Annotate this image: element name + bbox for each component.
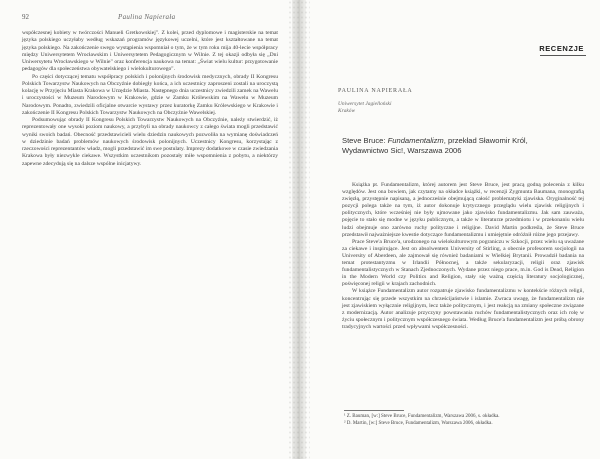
right-paragraph: Książka pt. Fundamentalizm, której autorem jest Steve Bruce, jest pracą godną polecenia z kilku względów. Jest ona bowiem, jak czytamy na okładce książki, w recenzji Zygmunta Baumana, monografią zwięzłą, przystępnie napisaną, a jednocześnie obejmującą całość problematyki zjawiska. Oryginalność tej pozycji polega także na tym, iż autor dokonuje krytycznego przeglądu wielu zjawisk religijnych i politycznych, które wcześniej nie były ujmowane jako zjawisko fundamentalizmu. Jak sam zauważa, pojęcie to stało się modne w języku publicznym, a także w literaturze przedmiotu i w przekonaniu wielu ludzi obejmuje ono zarówno ruchy polityczne i religijne. David Martin podkreśla, że Steve Bruce przedstawił najważniejsze kwestie dotyczące fundamentalizmu i umiejętnie odróżnił różne jego przejawy. (342, 182, 584, 238)
section-rule (540, 55, 586, 56)
book-publisher: Wydawnictwo Sic!, Warszawa 2006 (342, 146, 462, 155)
right-paragraph: W książce Fundamentalizm autor rozpatruje zjawisko fundamentalizmu w kontekście różnych religii, koncentrując się przede wszystkim na chrześcijaństwie i islamie. Zwraca uwagę, że fundamentalizm nie jest zjawiskiem wyłącznie religijnym, lecz także politycznym, i jest reakcją na zmiany społeczne związane z modernizacją. Autor analizuje przyczyny powstawania ruchów fundamentalistycznych oraz ich rolę w życiu społecznym i politycznym współczesnego świata. Według Bruce'a fundamentalizm jest próbą obrony tradycyjnych wartości przed wpływami współczesności. (342, 288, 584, 330)
review-author: PAULINA NAPIERAŁA (338, 88, 413, 94)
left-paragraph: Po części dotyczącej tematu współpracy polskich i polonijnych środowisk medycznych, obrady II Kongresu Polskich Towarzystw Naukowych na Obczyźnie dobiegły końca, a ich uczestnicy zaproszeni zostali na uroczystą kolację w Przyjęciu Miasta Krakowa w Urzędzie Miasta. Następnego dnia uczestnicy zwiedzili zamek na Wawelu i uroczystości w Muzeum Narodowym w Krakowie, gdzie w Zamku Królewskim na Wawelu w Muzeum Narodowym. Ponadto, zwiedzili oficjalne otwarcie wystawy przez kuratorkę Zamku Królewskiego w Krakowie i zakończenie II Kongresu Polskich Towarzystw Naukowych na Obczyźnie Wawelskiej. (22, 73, 278, 116)
right-text-column (342, 182, 584, 331)
footnote-rule (344, 410, 404, 411)
book-author: Steve Bruce: (342, 136, 386, 145)
left-paragraph: Podsumowując obrady II Kongresu Polskich Towarzystw Naukowych na Obczyźnie, należy stwierdzić, iż reprezentowały one wysoki poziom naukowy, a przybyli na obrady naukowcy z całego świata mogli przedstawić wyniki swoich badań. Obecność przedstawicieli wielu dziedzin naukowych pozwoliła na wymianę doświadczeń w dziedzinie badań problemów naukowych środowisk polonijnych. Uczestnicy Kongresu, korzystając z rzeczowości reprezentantów władz, mogli przedstawić im swe postulaty. Imprezy dodatkowe w czasie zwiedzania Krakowa były niezwykle ciekawe. Wszystkim uczestnikom pozostały miłe wspomnienia z pobytu, a niektórzy zapewne zdecydują się na dalsze wspólne inicjatywy. (22, 117, 278, 167)
footnotes (344, 414, 584, 427)
book-meta: , przekład Sławomir Król, (443, 136, 528, 145)
right-paragraph: Prace Steve'a Bruce'a, urodzonego na wielokulturowym pograniczu w Szkocji, przez wielu są uważane za ciekawe i inspirujące. Jest on absolwentem University of Stirling, a obecnie profesorem socjologii na University of Aberdeen, ale zajmował się również badaniami w Wielkiej Brytanii. Prowadził badania na temat protestantyzmu w Irlandii Północnej, a także sekularyzacji, religii oraz zjawisk fundamentalistycznych w Stanach Zjednoczonych. Wydane przez niego prace, m.in. God is Dead, Religion in the Modern World czy Politics and Religion, stały się ważną częścią literatury socjologicznej, poświęconej religii w krajach zachodnich. (342, 238, 584, 288)
footnote: ² D. Martin, [w:] Steve Bruce, Fundamentalizm, Warszawa 2006, okładka. (344, 420, 493, 426)
left-paragraph: współczesnej kobiety w twórczości Manueli Gretkowskiej". Z kolei, przed dyplomowe i magisterskie na temat języka polskiego uczyłaby według wskazań programów językowej uczelni, które jest kształtowane na temat języka polskiego. Na zakończenie swego wystąpienia wspomniał o tym, że w tym roku mija 40-lecie współpracy między Uniwersytetem Wrocławskim i Uniwersytetem Pedagogicznym w Wilnie. Z tej okazji odbyła się „Dni Uniwersytetu Wrocławskiego w Wilnie" oraz konferencja naukowa na temat: „Świat wielu kultur: przygotowanie pedagogów dla społeczeństwa obywatelskiego i wielokulturowego". (22, 30, 278, 73)
footnote: ¹ Z. Bauman, [w:] Steve Bruce, Fundamentalizm, Warszawa 2006, s. okładka. (344, 414, 500, 419)
left-text-column (22, 30, 278, 168)
affiliation-line: Kraków (338, 108, 356, 114)
section-title: RECENZJE (539, 44, 584, 53)
right-page (304, 0, 600, 459)
reviewed-book-title (342, 136, 572, 156)
author-affiliation (338, 101, 391, 115)
affiliation-line: Uniwersytet Jagielloński (338, 101, 392, 107)
page-number: 92 (22, 13, 29, 21)
left-page (0, 0, 296, 459)
running-head: Paulina Napierała (118, 13, 176, 21)
book-title: Fundamentalizm (387, 136, 444, 145)
